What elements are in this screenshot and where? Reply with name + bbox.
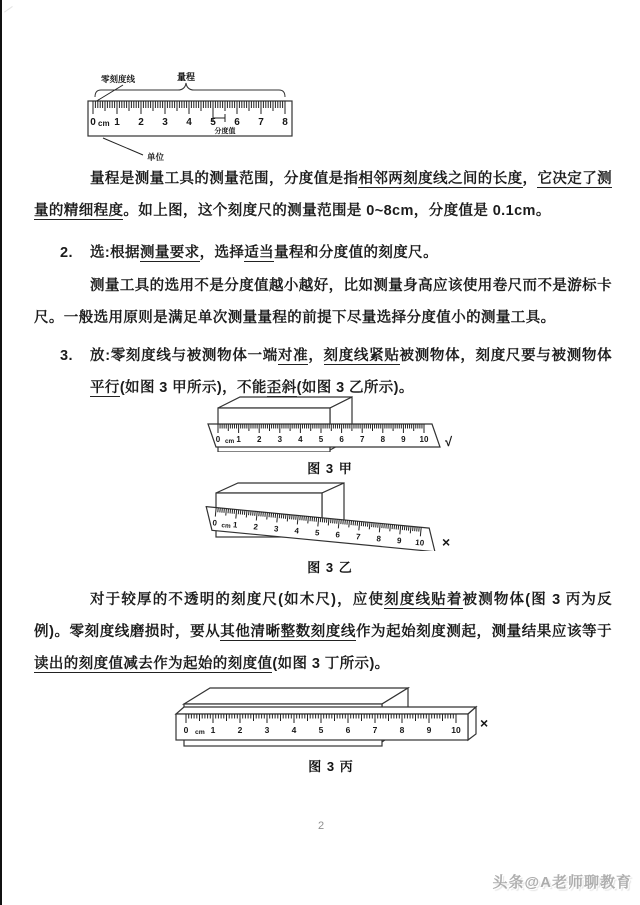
svg-text:9: 9 [426, 725, 432, 735]
paragraph-range-definition: 量程是测量工具的测量范围，分度值是指相邻两刻度线之间的长度，它决定了测量的精细程度。如上图，这个刻度尺的测量范围是 0~8cm，分度值是 0.1cm。 [34, 171, 613, 219]
svg-text:6: 6 [335, 530, 341, 540]
figure-caption: 图 3 甲 [307, 461, 353, 476]
range-label: 量程 [176, 72, 196, 82]
svg-text:7: 7 [258, 117, 264, 128]
zero-line-arrow [95, 85, 123, 102]
svg-text:0: 0 [212, 518, 218, 528]
page-number: 2 [317, 820, 325, 832]
svg-text:6: 6 [234, 117, 240, 128]
ruler-diagram [85, 70, 299, 164]
svg-text:5: 5 [314, 528, 320, 538]
svg-text:9: 9 [401, 435, 406, 444]
svg-text:cm: cm [225, 438, 235, 445]
zero-line-label: 零刻度线 [101, 74, 136, 84]
figure-caption: 图 3 乙 [307, 560, 353, 575]
list-item-place-text: 放:零刻度线与被测物体一端对准，刻度线紧贴被测物体，刻度尺要与被测物体平行(如图 3 甲所示)，不能歪斜(如图 3 乙所示)。 [90, 348, 613, 396]
svg-text:5: 5 [210, 117, 216, 128]
scan-artifact [4, 6, 18, 20]
list-item-choose-text: 选:根据测量要求，选择适当量程和分度值的刻度尺。 [90, 245, 438, 261]
svg-text:10: 10 [419, 435, 429, 444]
figure-caption: 图 3 丙 [308, 759, 354, 774]
svg-text:7: 7 [372, 725, 378, 735]
list-number: 2. [60, 245, 73, 261]
svg-text:2: 2 [237, 725, 243, 735]
svg-text:2: 2 [253, 522, 259, 532]
svg-text:4: 4 [298, 435, 303, 444]
correct-mark: √ [445, 434, 453, 449]
watermark: 头条@A老师聊教育 [492, 874, 632, 891]
paragraph-thick-ruler: 对于较厚的不透明的刻度尺(如木尺)，应使刻度线贴着被测物体(图 3 丙为反例)。零刻度线磨损时，要从其他清晰整数刻度线作为起始刻度测起，测量结果应该等于读出的刻度值减去作为起始的刻度值(如图 3 丁所示)。 [34, 592, 613, 672]
svg-text:4: 4 [186, 117, 192, 128]
svg-text:6: 6 [345, 725, 351, 735]
ruler-top-face [176, 707, 476, 714]
svg-text:9: 9 [396, 536, 402, 546]
figure-yi [202, 481, 458, 576]
unit-label: 单位 [147, 152, 165, 162]
svg-text:10: 10 [451, 725, 461, 735]
svg-text:0: 0 [215, 435, 221, 444]
svg-text:3: 3 [277, 435, 283, 444]
svg-text:cm: cm [195, 729, 205, 736]
list-number: 3. [60, 348, 73, 364]
svg-text:3: 3 [264, 725, 270, 735]
list-item-choose [34, 237, 612, 269]
figure-jia [202, 394, 458, 477]
svg-text:4: 4 [294, 526, 300, 536]
wrong-mark: × [480, 715, 489, 731]
svg-text:10: 10 [414, 537, 425, 548]
svg-text:8: 8 [282, 117, 288, 128]
svg-text:cm: cm [98, 119, 110, 128]
unit-pointer-line [103, 138, 143, 155]
svg-text:0: 0 [90, 117, 96, 128]
svg-text:2: 2 [138, 117, 144, 128]
paragraph-tool-selection: 测量工具的选用不是分度值越小越好，比如测量身高应该使用卷尺而不是游标卡尺。一般选用原则是满足单次测量量程的前提下尽量选择分度值小的测量工具。 [34, 278, 612, 326]
svg-text:3: 3 [162, 117, 168, 128]
svg-text:3: 3 [273, 524, 279, 534]
svg-text:1: 1 [232, 520, 238, 530]
svg-text:8: 8 [376, 534, 382, 544]
svg-text:0: 0 [183, 725, 189, 735]
svg-text:8: 8 [399, 725, 405, 735]
wrong-mark: × [442, 534, 451, 550]
svg-text:2: 2 [256, 435, 262, 444]
svg-text:5: 5 [318, 435, 324, 444]
svg-text:7: 7 [355, 532, 361, 542]
svg-text:7: 7 [359, 435, 365, 444]
svg-text:6: 6 [339, 435, 344, 444]
box-top-face [184, 688, 408, 704]
svg-text:1: 1 [114, 117, 120, 128]
svg-text:5: 5 [318, 725, 324, 735]
svg-text:1: 1 [210, 725, 216, 735]
division-label: 分度值 [214, 128, 236, 135]
svg-text:8: 8 [380, 435, 386, 444]
svg-text:1: 1 [236, 435, 241, 444]
range-brace [95, 83, 285, 97]
figure-bing [172, 684, 490, 775]
svg-text:cm: cm [221, 522, 231, 531]
svg-text:4: 4 [291, 725, 297, 735]
box-top-face [218, 397, 352, 408]
